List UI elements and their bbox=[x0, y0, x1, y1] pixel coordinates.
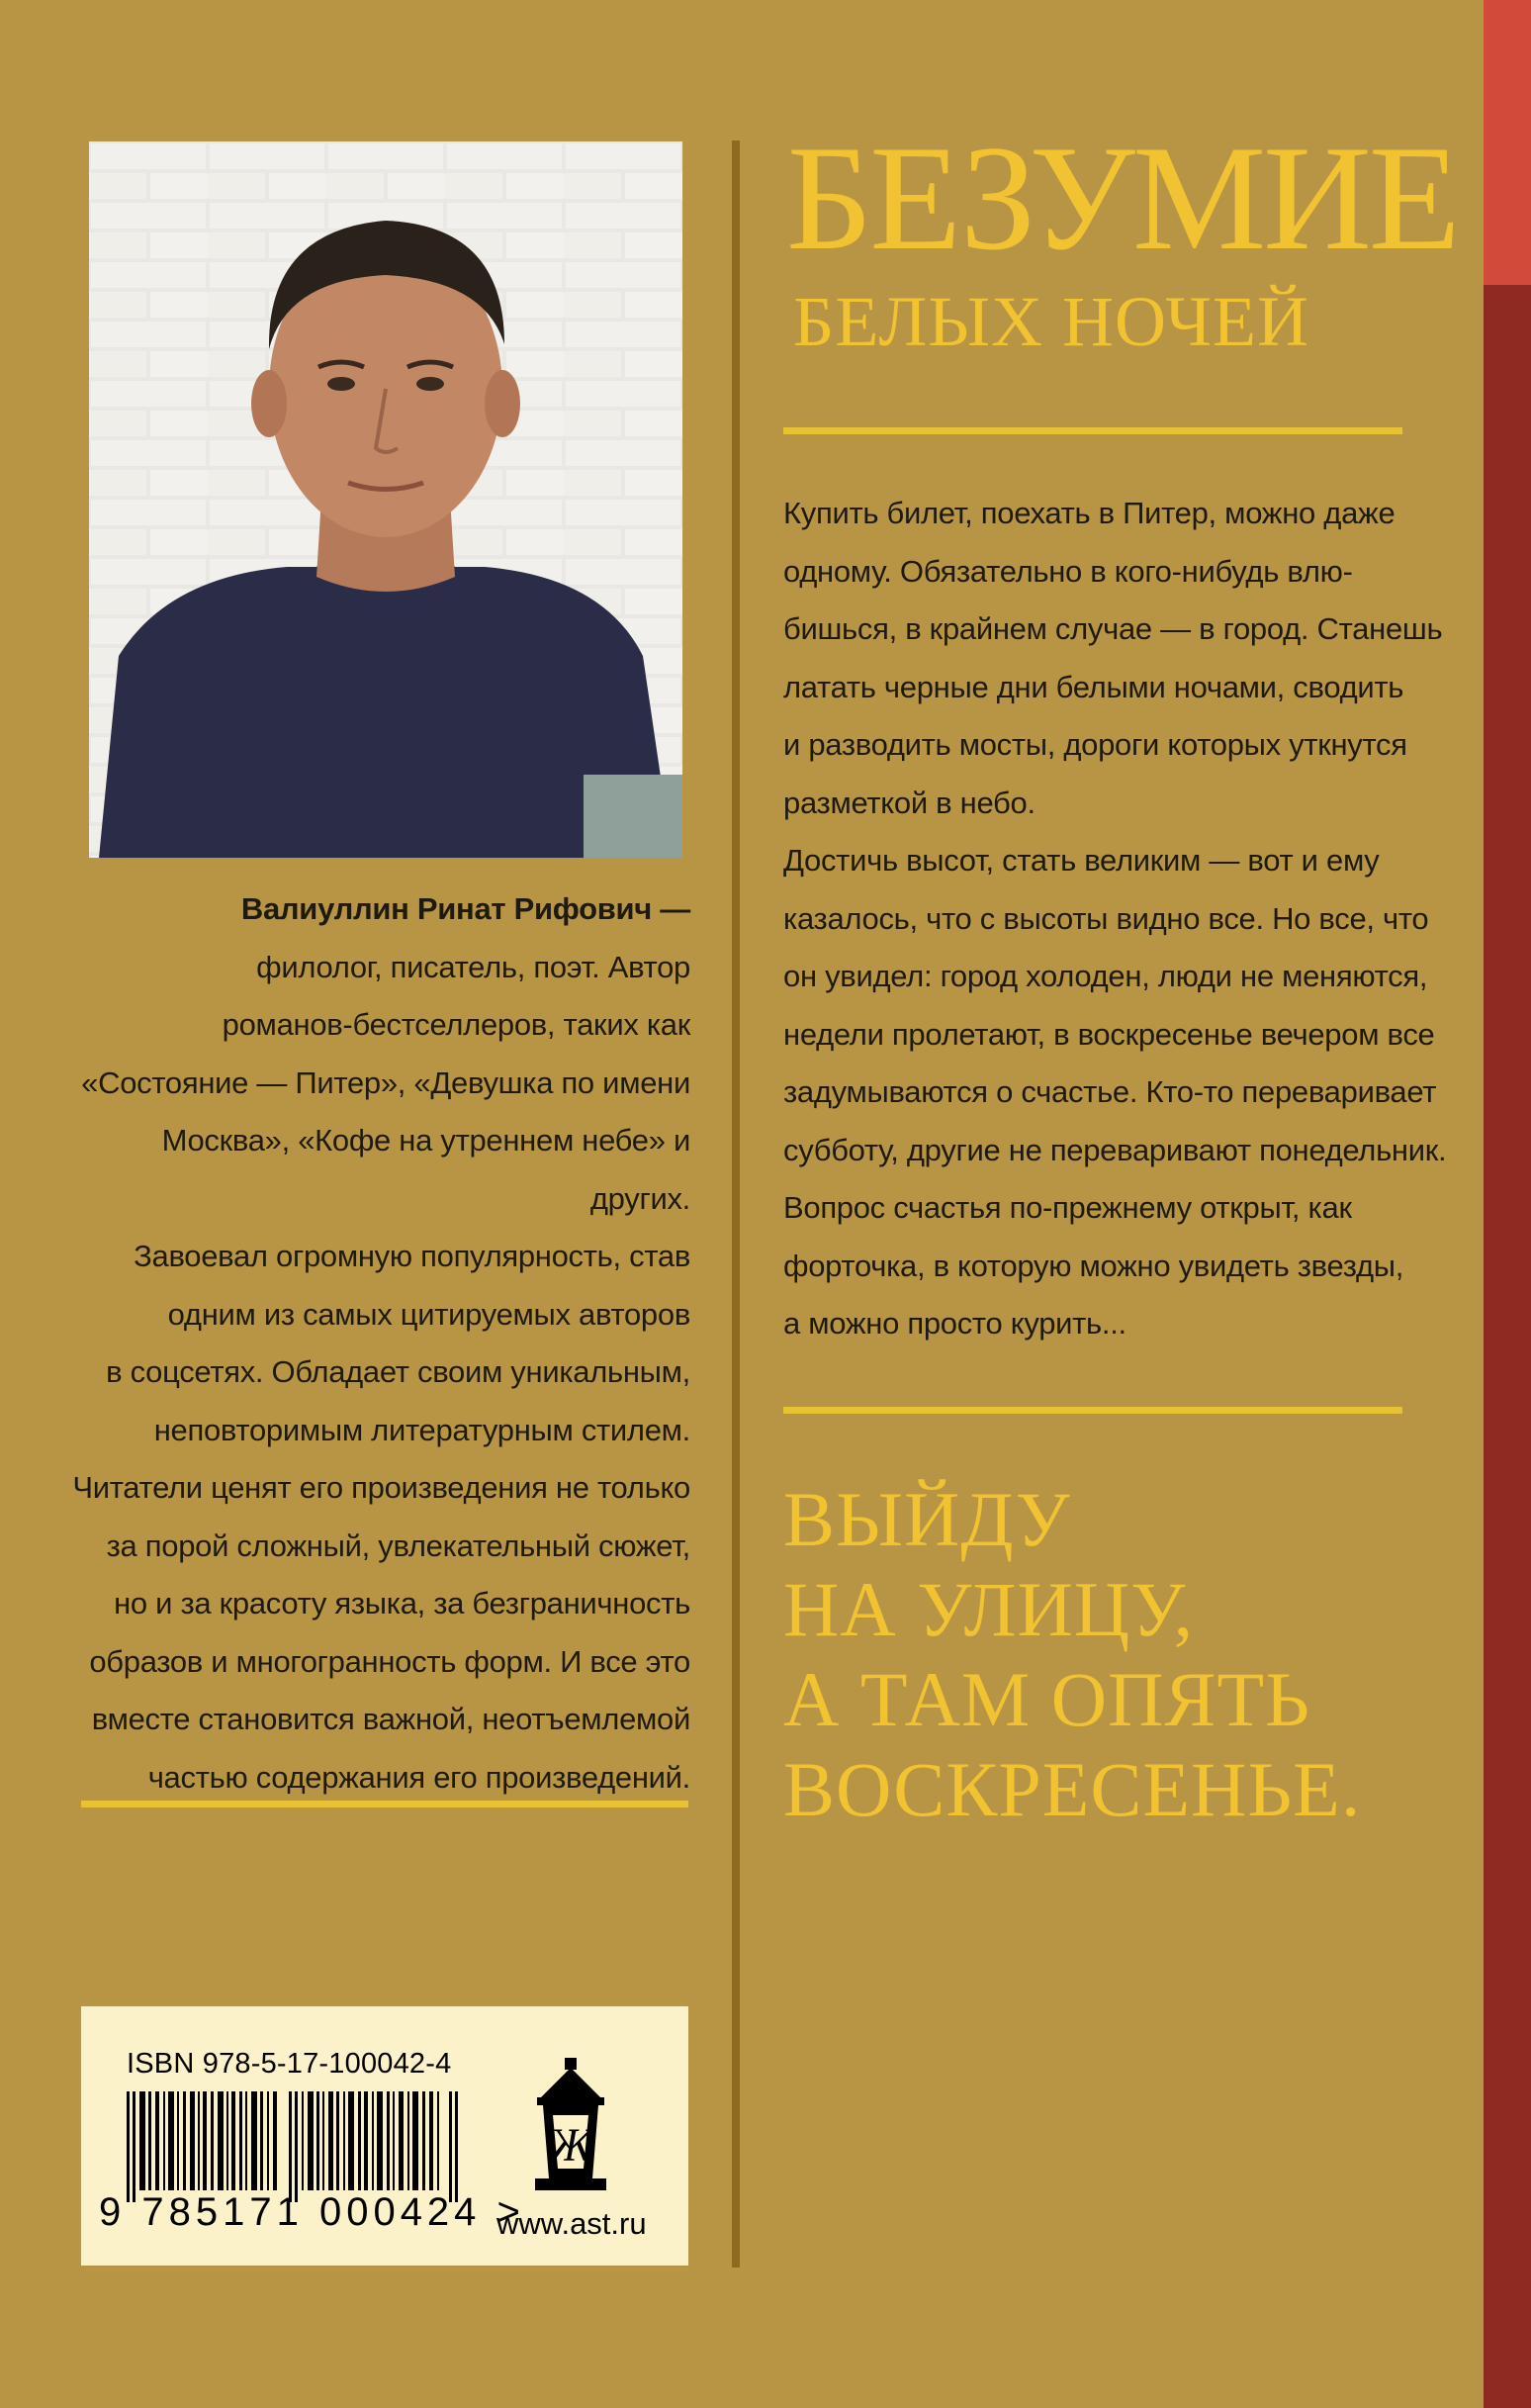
bio-line: но и за красоту языка, за безграничность bbox=[114, 1586, 690, 1621]
bio-line: романов-бестселлеров, таких как bbox=[222, 1007, 690, 1042]
bio-line: одним из самых цитируемых авторов bbox=[167, 1296, 690, 1332]
annotation-line: задумываются о счастье. Кто-то переваривает bbox=[783, 1074, 1437, 1109]
quote-line: А ТАМ ОПЯТЬ bbox=[783, 1656, 1310, 1742]
author-bio bbox=[69, 880, 690, 1806]
spine-stripe-accent bbox=[1484, 0, 1531, 285]
bio-line: филолог, писатель, поэт. Автор bbox=[256, 949, 690, 984]
author-portrait-photo-icon bbox=[89, 141, 682, 858]
annotation-rule bbox=[783, 1407, 1402, 1414]
book-title: БЕЗУМИЕ bbox=[786, 115, 1458, 281]
annotation-line: субботу, другие не переваривают понедельник. bbox=[783, 1132, 1447, 1167]
annotation-line: казалось, что с высоты видно все. Но все, что bbox=[783, 900, 1429, 936]
isbn-text: ISBN 978-5-17-100042-4 bbox=[127, 2048, 452, 2080]
barcode-icon bbox=[127, 2091, 473, 2202]
svg-text:Ж: Ж bbox=[549, 2119, 592, 2172]
bio-bottom-rule bbox=[81, 1801, 688, 1807]
annotation-line: и разводить мосты, дороги которых уткнутся bbox=[783, 727, 1407, 762]
bio-line: частью содержания его произведений. bbox=[147, 1759, 690, 1795]
annotation-line: форточка, в которую можно увидеть звезды, bbox=[783, 1248, 1404, 1283]
title-rule bbox=[783, 427, 1402, 434]
bio-line: неповторимым литературным стилем. bbox=[153, 1412, 690, 1447]
author-name: Валиуллин Ринат Рифович — bbox=[240, 891, 690, 926]
annotation-line: Купить билет, поехать в Питер, можно даже bbox=[783, 496, 1396, 530]
annotation-line: Вопрос счастья по-прежнему открыт, как bbox=[783, 1190, 1352, 1225]
book-annotation bbox=[783, 485, 1447, 1353]
spine-stripe bbox=[1484, 0, 1531, 2408]
quote-line: НА УЛИЦУ, bbox=[783, 1566, 1195, 1652]
barcode-digits: 9 785171 000424 > bbox=[99, 2190, 525, 2234]
bio-line: за порой сложный, увлекательный сюжет, bbox=[106, 1528, 690, 1563]
annotation-line: одному. Обязательно в кого-нибудь влю- bbox=[783, 553, 1353, 589]
quote-line: ВЫЙДУ bbox=[783, 1476, 1071, 1562]
book-subtitle: БЕЛЫХ НОЧЕЙ bbox=[793, 282, 1309, 361]
bio-line: Читатели ценят его произведения не только bbox=[72, 1470, 690, 1505]
annotation-line: разметкой в небо. bbox=[783, 785, 1036, 820]
publisher-lantern-logo-icon bbox=[521, 2058, 620, 2196]
annotation-line: Достичь высот, стать великим — вот и ему bbox=[783, 843, 1380, 878]
bio-line: в соцсетях. Обладает своим уникальным, bbox=[106, 1354, 690, 1389]
publisher-url: www.ast.ru bbox=[496, 2206, 647, 2241]
annotation-line: недели пролетают, в воскресенье вечером все bbox=[783, 1016, 1435, 1052]
bio-line: Завоевал огромную популярность, став bbox=[134, 1239, 690, 1273]
column-divider bbox=[732, 140, 740, 2268]
bio-line: Москва», «Кофе на утреннем небе» и других. bbox=[161, 1123, 690, 1216]
quote-line: ВОСКРЕСЕНЬЕ. bbox=[783, 1746, 1362, 1832]
annotation-line: он увидел: город холоден, люди не меняются, bbox=[783, 959, 1428, 993]
bio-line: образов и многогранность форм. И все это bbox=[89, 1643, 690, 1679]
annotation-line: бишься, в крайнем случае — в город. Станешь bbox=[783, 611, 1443, 646]
barcode-box bbox=[81, 2006, 688, 2266]
annotation-line: латать черные дни белыми ночами, сводить bbox=[783, 669, 1404, 704]
book-quote bbox=[783, 1474, 1361, 1834]
bio-line: «Состояние — Питер», «Девушка по имени bbox=[81, 1065, 690, 1100]
author-photo bbox=[89, 141, 682, 858]
annotation-line: а можно просто курить... bbox=[783, 1306, 1126, 1341]
bio-line: вместе становится важной, неотъемлемой bbox=[91, 1702, 690, 1736]
